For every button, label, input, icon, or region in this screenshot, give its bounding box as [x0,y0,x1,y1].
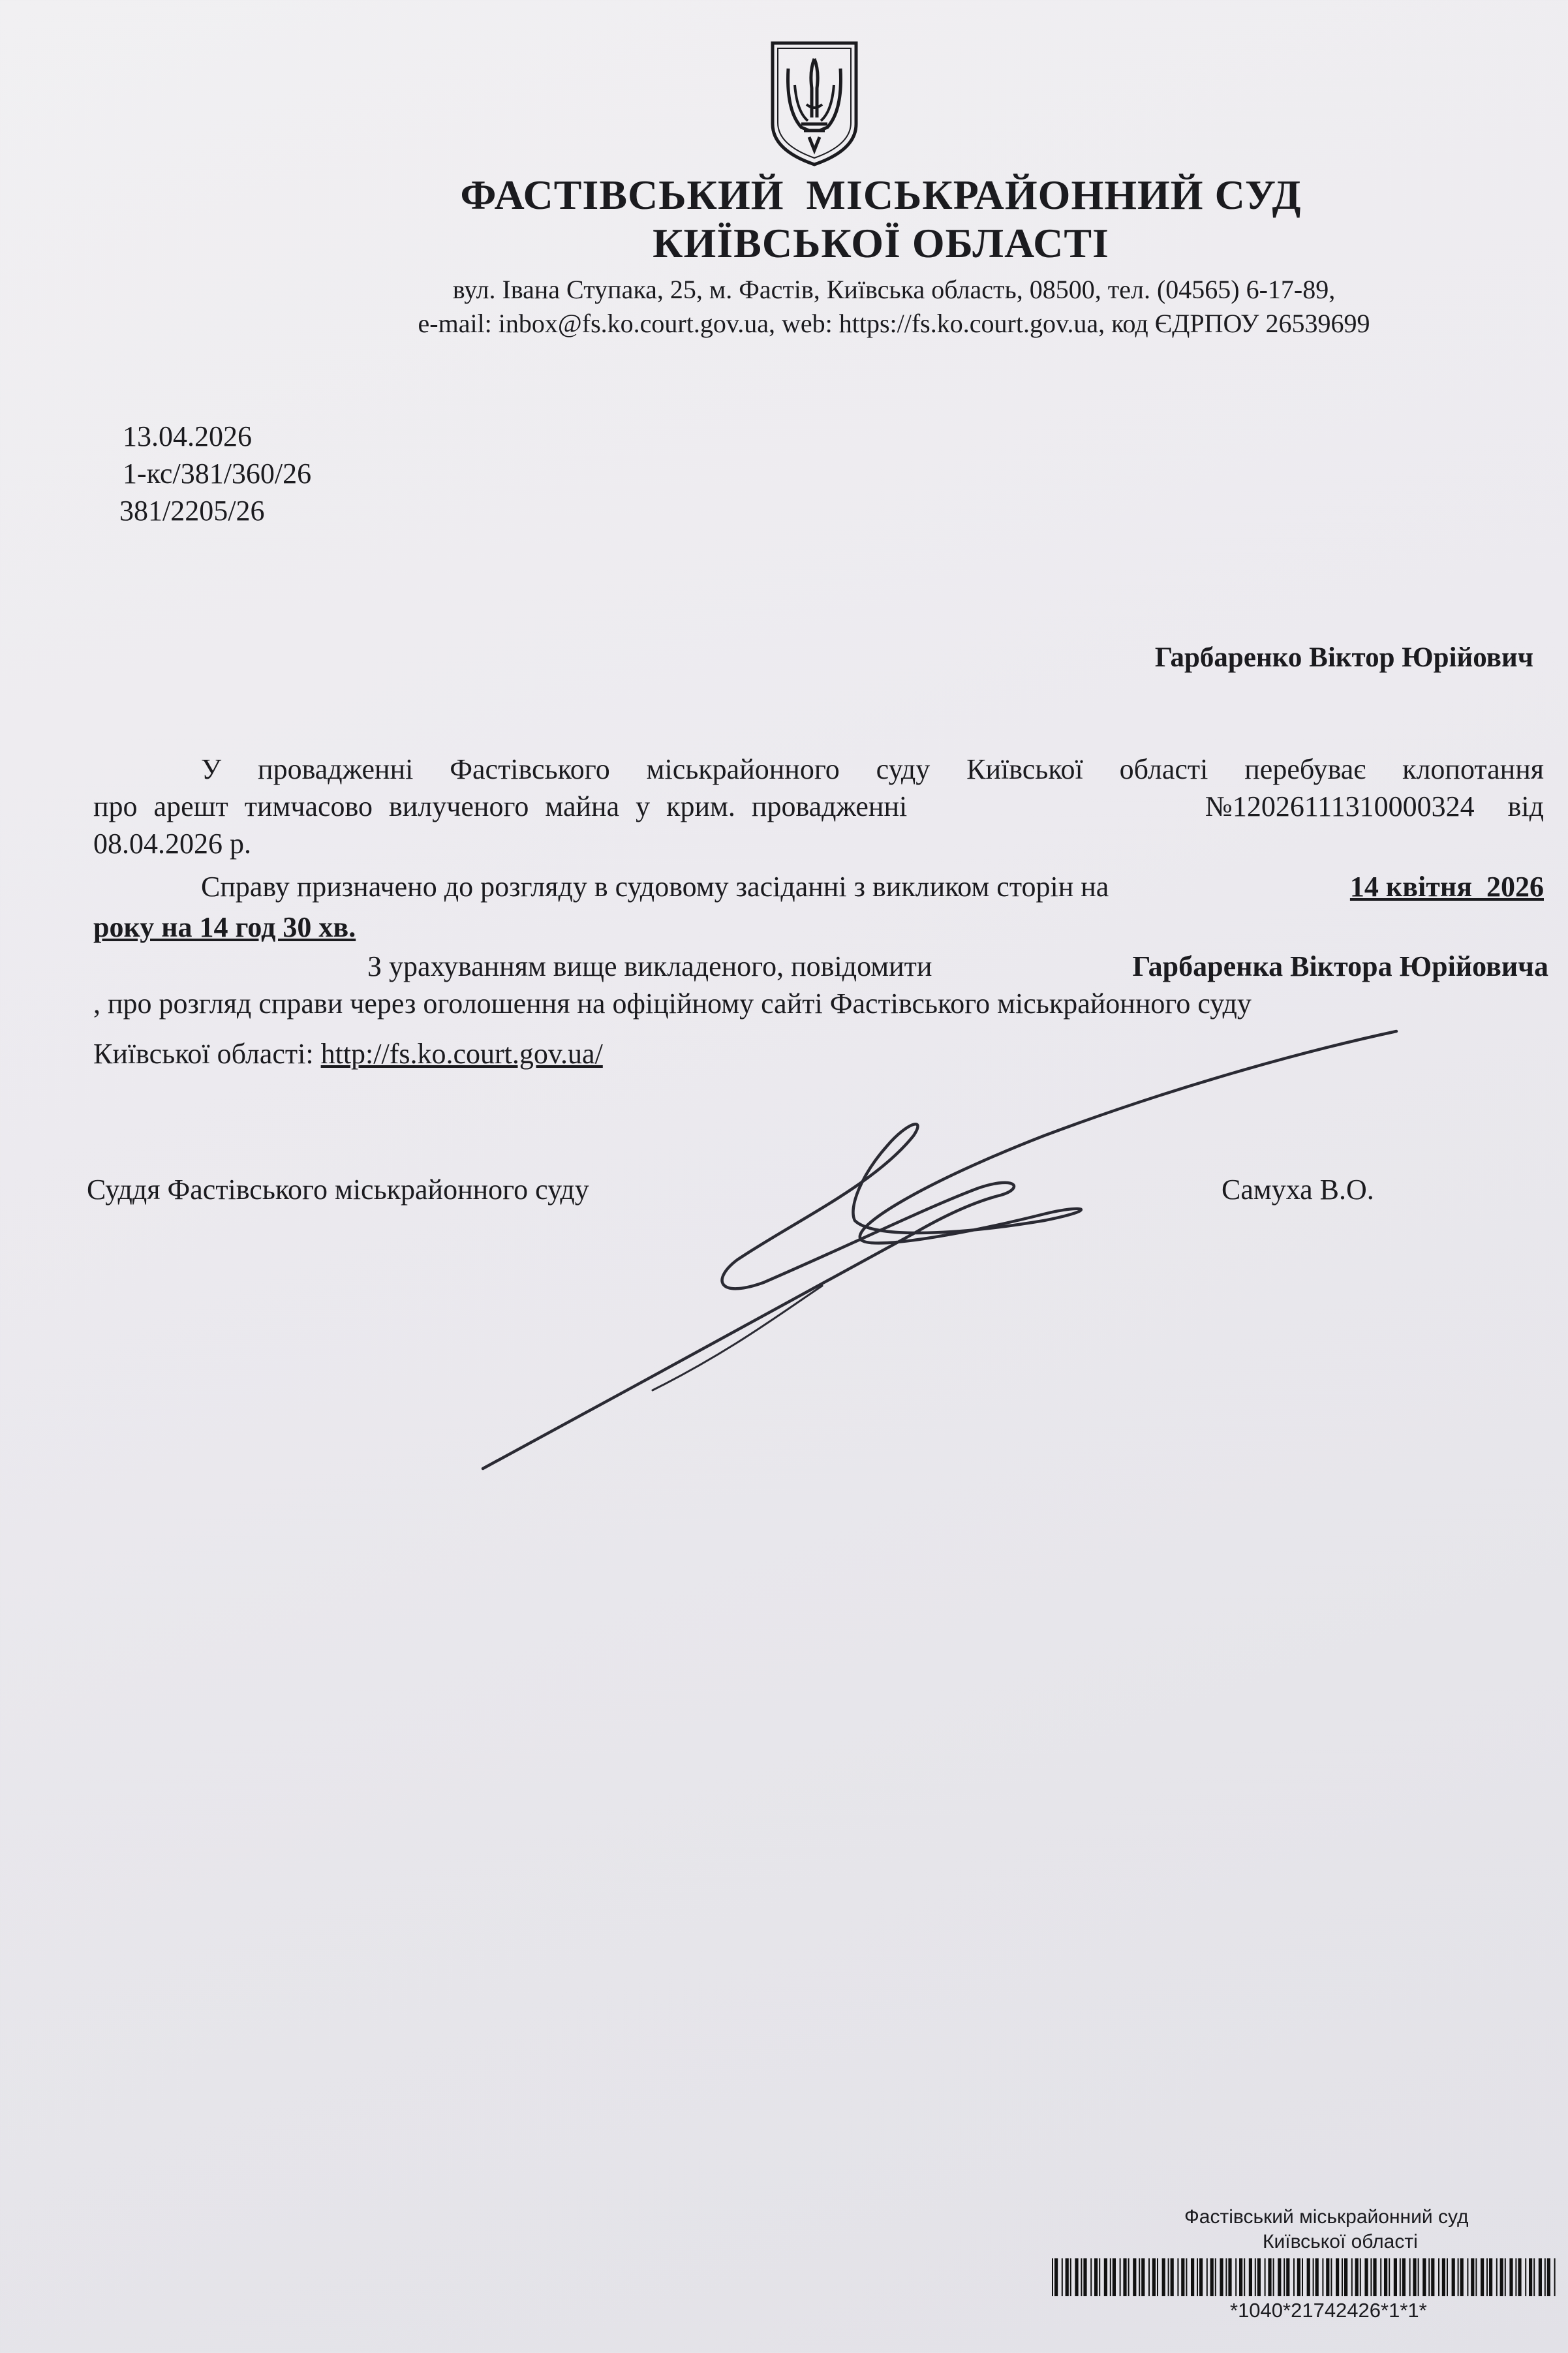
barcode-bar [1075,2258,1078,2296]
barcode-bar [1380,2258,1381,2296]
letter-date: 13.04.2026 [123,420,252,452]
barcode-bar [1215,2258,1216,2296]
paragraph-3-line2: , про розгляд справи через оголошення на офіційному сайті Фастівського міськрайонного суду [93,988,1252,1020]
barcode-bar [1210,2258,1214,2296]
barcode-bar [1239,2258,1242,2296]
barcode-bar [1297,2258,1300,2296]
court-name-line1: ФАСТІВСЬКИЙ МІСЬКРАЙОННИЙ СУД [460,172,1302,218]
notified-person-name: Гарбаренка Віктора Юрійовича [1132,950,1548,982]
barcode [1052,2258,1561,2296]
paragraph-1-line3: 08.04.2026 р. [93,828,251,860]
p3-line3-text: Київської області: [93,1038,314,1070]
barcode-bar [1181,2258,1184,2296]
handwritten-signature [457,1025,1422,1495]
barcode-bar [1228,2258,1231,2296]
proceeding-number: 381/2205/26 [119,495,265,527]
barcode-bar [1090,2258,1092,2296]
barcode-bar [1467,2258,1468,2296]
stamp-region: Київської області [1263,2231,1418,2252]
barcode-bar [1447,2258,1448,2296]
barcode-bar [1336,2258,1339,2296]
barcode-bar [1496,2258,1498,2296]
barcode-bar [1186,2258,1187,2296]
barcode-bar [1168,2258,1169,2296]
barcode-bar [1197,2258,1198,2296]
barcode-bar [1539,2258,1542,2296]
paragraph-2-line2 [93,909,1544,946]
barcode-bar [1373,2258,1376,2296]
court-contacts: e-mail: inbox@fs.ko.court.gov.ua, web: https://fs.ko.court.gov.ua, код ЄДРПОУ 26539699 [418,309,1370,338]
barcode-text: *1040*21742426*1*1* [1230,2299,1427,2322]
barcode-bar [1313,2258,1314,2296]
barcode-bar [1409,2258,1411,2296]
barcode-bar [1152,2258,1156,2296]
barcode-bar [1199,2258,1203,2296]
barcode-bar [1257,2258,1261,2296]
hearing-date-part1: 14 квітня 2026 [1349,871,1544,903]
barcode-bar [1364,2258,1368,2296]
barcode-bar [1500,2258,1503,2296]
court-name-line2: КИЇВСЬКОЇ ОБЛАСТІ [653,220,1109,266]
barcode-bar [1458,2258,1459,2296]
barcode-bar [1094,2258,1098,2296]
barcode-bar [1225,2258,1227,2296]
judge-position: Суддя Фастівського міськрайонного суду [87,1174,589,1206]
barcode-bar [1191,2258,1194,2296]
barcode-bar [1402,2258,1406,2296]
barcode-bar [1113,2258,1116,2296]
barcode-bar [1481,2258,1484,2296]
barcode-bar [1141,2258,1145,2296]
paragraph-3-line1 [367,948,1548,985]
barcode-bar [1360,2258,1361,2296]
barcode-bar [1547,2258,1550,2296]
barcode-bar [1307,2258,1310,2296]
barcode-bar [1139,2258,1140,2296]
barcode-bar [1326,2258,1329,2296]
barcode-bar [1286,2258,1289,2296]
barcode-bar [1438,2258,1439,2296]
barcode-bar [1355,2258,1359,2296]
barcode-bar [1133,2258,1136,2296]
barcode-bar [1177,2258,1178,2296]
barcode-bar [1265,2258,1266,2296]
barcode-bar [1157,2258,1158,2296]
barcode-bar [1428,2258,1430,2296]
barcode-bar [1123,2258,1126,2296]
addressee-name: Гарбаренко Віктор Юрійович [1154,642,1533,673]
barcode-bar [1489,2258,1492,2296]
court-address: вул. Івана Ступака, 25, м. Фастів, Київська область, 08500, тел. (04565) 6-17-89, [452,275,1336,304]
barcode-bar [1394,2258,1397,2296]
barcode-bar [1148,2258,1150,2296]
judge-name: Самуха В.О. [1222,1174,1374,1206]
barcode-bar [1220,2258,1223,2296]
barcode-bar [1066,2258,1069,2296]
barcode-bar [1302,2258,1303,2296]
barcode-bar [1273,2258,1274,2296]
barcode-bar [1344,2258,1347,2296]
barcode-bar [1452,2258,1455,2296]
hearing-time: року на 14 год 30 хв. [93,911,356,943]
barcode-bar [1278,2258,1281,2296]
paragraph-1-line2 [93,788,1544,825]
case-number: 1-кс/381/360/26 [123,458,312,490]
barcode-bar [1370,2258,1372,2296]
court-website-link[interactable]: http://fs.ko.court.gov.ua/ [320,1038,603,1070]
barcode-bar [1322,2258,1323,2296]
barcode-bar [1052,2258,1053,2296]
barcode-bar [1545,2258,1546,2296]
barcode-bar [1104,2258,1107,2296]
barcode-bar [1505,2258,1506,2296]
barcode-bar [1400,2258,1401,2296]
barcode-bar [1255,2258,1256,2296]
barcode-bar [1442,2258,1445,2296]
barcode-bar [1244,2258,1245,2296]
barcode-bar [1384,2258,1387,2296]
barcode-bar [1422,2258,1426,2296]
barcode-bar [1120,2258,1121,2296]
barcode-bar [1083,2258,1086,2296]
stamp-court-name: Фастівський міськрайонний суд [1184,2206,1469,2228]
barcode-bar [1431,2258,1434,2296]
barcode-bar [1529,2258,1532,2296]
barcode-bar [1207,2258,1208,2296]
barcode-bar [1389,2258,1390,2296]
barcode-bar [1554,2258,1556,2296]
p1-line2-text: про арешт тимчасово вилученого майна у крим. провадженні [93,790,908,822]
barcode-bar [1070,2258,1071,2296]
barcode-bar [1249,2258,1252,2296]
p1-line2-end: від [1507,790,1544,822]
barcode-bar [1413,2258,1416,2296]
barcode-bar [1315,2258,1319,2296]
proceeding-reg-number: №12026111310000324 [1205,790,1475,822]
barcode-bar [1171,2258,1174,2296]
barcode-bar [1128,2258,1130,2296]
barcode-bar [1099,2258,1100,2296]
barcode-bar [1342,2258,1343,2296]
barcode-bar [1054,2258,1058,2296]
barcode-bar [1268,2258,1271,2296]
barcode-bar [1293,2258,1295,2296]
barcode-bar [1475,2258,1477,2296]
barcode-bar [1081,2258,1082,2296]
paragraph-1-line1: У провадженні Фастівського міськрайонного суду Київської області перебуває клопотання [201,753,1544,785]
barcode-bar [1062,2258,1063,2296]
barcode-bar [1460,2258,1464,2296]
barcode-bar [1110,2258,1111,2296]
barcode-bar [1162,2258,1165,2296]
p2-text: Справу призначено до розгляду в судовому засіданні з викликом сторін на [201,871,1109,903]
barcode-bar [1330,2258,1332,2296]
barcode-bar [1235,2258,1237,2296]
paragraph-2-line1 [93,868,1544,905]
barcode-bar [1471,2258,1474,2296]
barcode-bar [1486,2258,1488,2296]
barcode-bar [1351,2258,1353,2296]
barcode-bar [1525,2258,1526,2296]
barcode-bar [1284,2258,1285,2296]
barcode-bar [1533,2258,1535,2296]
barcode-bar [1509,2258,1513,2296]
barcode-bar [1515,2258,1516,2296]
barcode-bar [1418,2258,1419,2296]
p3-text: З урахуванням вище викладеного, повідомити [367,950,932,982]
coat-of-arms-icon [769,39,860,167]
barcode-bar [1518,2258,1521,2296]
